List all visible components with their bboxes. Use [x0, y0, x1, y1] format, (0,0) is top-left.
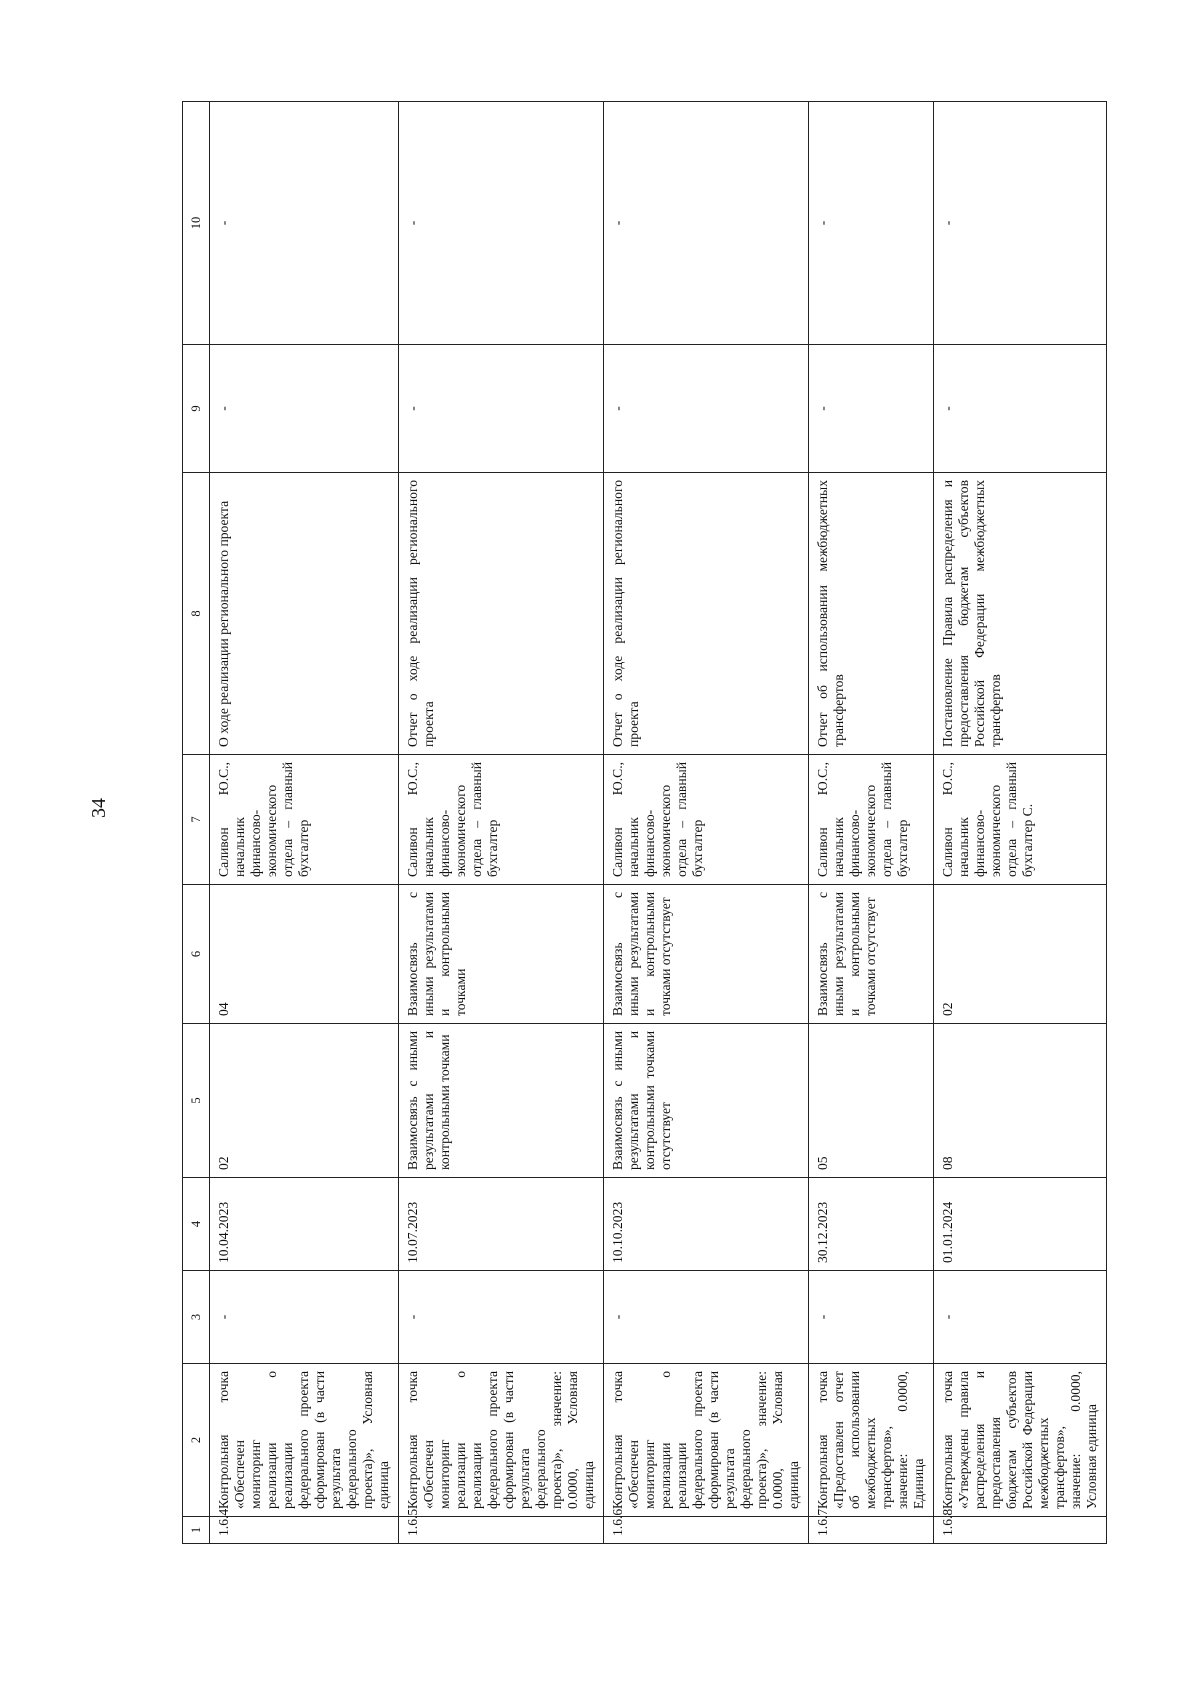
- cell-date: 01.01.2024: [934, 1178, 1107, 1271]
- cell-col-10: -: [210, 102, 399, 345]
- cell-document: Отчет о ходе реализации регионального проекта: [604, 473, 809, 755]
- cell-number: 1.6.8: [934, 1517, 1107, 1544]
- cell-date: 10.07.2023: [399, 1178, 604, 1271]
- header-col-4: 4: [183, 1178, 210, 1271]
- table-row: [604, 102, 809, 1544]
- cell-col-10: -: [604, 102, 809, 345]
- cell-responsible: Саливон Ю.С., начальник финансово-экономического отдела – главный бухгалтер С.: [934, 755, 1107, 885]
- cell-control-point: Контрольная точка «Предоставлен отчет об использовании межбюджетных трансфертов», значение: 0.0000, Единица: [809, 1364, 934, 1517]
- cell-col-9: -: [809, 345, 934, 473]
- cell-col-10: -: [934, 102, 1107, 345]
- cell-responsible: Саливон Ю.С., начальник финансово-экономического отдела – главный бухгалтер: [604, 755, 809, 885]
- cell-col-10: -: [399, 102, 604, 345]
- cell-date: 30.12.2023: [809, 1178, 934, 1271]
- cell-responsible: Саливон Ю.С., начальник финансово-экономического отдела – главный бухгалтер: [210, 755, 399, 885]
- cell-date: 10.10.2023: [604, 1178, 809, 1271]
- cell-control-point: Контрольная точка «Обеспечен мониторинг реализации о реализации федерального проекта сформирован (в части результата федерального проекта)», значение: 0.0000, Условная единица: [399, 1364, 604, 1517]
- cell-document: Постановление Правила распределения и предоставления бюджетам субъектов Российской Федерации межбюджетных трансфертов: [934, 473, 1107, 755]
- table-row: [809, 102, 934, 1544]
- cell-col-5: 05: [809, 1024, 934, 1178]
- cell-col-6: Взаимосвязь с иными результатами и контрольными точками: [399, 885, 604, 1024]
- header-col-7: 7: [183, 755, 210, 885]
- table-row: [210, 102, 399, 1544]
- header-col-10: 10: [183, 102, 210, 345]
- header-col-1: 1: [183, 1517, 210, 1544]
- rotated-table-container: [182, 102, 1099, 1544]
- header-col-3: 3: [183, 1271, 210, 1364]
- cell-col-9: -: [399, 345, 604, 473]
- cell-col-6: 04: [210, 885, 399, 1024]
- cell-number: 1.6.7: [809, 1517, 934, 1544]
- cell-number: 1.6.4: [210, 1517, 399, 1544]
- cell-control-point: Контрольная точка «Обеспечен мониторинг реализации о реализации федерального проекта сформирован (в части результата федерального проекта)», значение: 0.0000, Условная единица: [604, 1364, 809, 1517]
- header-col-8: 8: [183, 473, 210, 755]
- cell-col-6: Взаимосвязь с иными результатами и контрольными точками отсутствует: [604, 885, 809, 1024]
- cell-document: Отчет о ходе реализации регионального проекта: [399, 473, 604, 755]
- cell-col-5: Взаимосвязь с иными результатами и контрольными точками отсутствует: [604, 1024, 809, 1178]
- cell-responsible: Саливон Ю.С., начальник финансово-экономического отдела – главный бухгалтер: [399, 755, 604, 885]
- cell-date: 10.04.2023: [210, 1178, 399, 1271]
- cell-document: О ходе реализации регионального проекта: [210, 473, 399, 755]
- cell-col-5: 02: [210, 1024, 399, 1178]
- header-col-6: 6: [183, 885, 210, 1024]
- cell-col-3: -: [934, 1271, 1107, 1364]
- cell-number: 1.6.5: [399, 1517, 604, 1544]
- cell-number: 1.6.6: [604, 1517, 809, 1544]
- cell-col-9: -: [934, 345, 1107, 473]
- cell-col-3: -: [604, 1271, 809, 1364]
- cell-col-9: -: [604, 345, 809, 473]
- cell-control-point: Контрольная точка «Обеспечен мониторинг реализации о реализации федерального проекта сформирован (в части результата федерального проекта)», Условная единица: [210, 1364, 399, 1517]
- header-col-5: 5: [183, 1024, 210, 1178]
- cell-col-9: -: [210, 345, 399, 473]
- header-row: [183, 102, 210, 1544]
- cell-col-5: 08: [934, 1024, 1107, 1178]
- cell-col-3: -: [210, 1271, 399, 1364]
- cell-responsible: Саливон Ю.С., начальник финансово-экономического отдела – главный бухгалтер: [809, 755, 934, 885]
- cell-col-6: 02: [934, 885, 1107, 1024]
- header-col-2: 2: [183, 1364, 210, 1517]
- control-points-table: [182, 101, 1107, 1544]
- cell-col-10: -: [809, 102, 934, 345]
- page-number: 34: [87, 798, 110, 818]
- header-col-9: 9: [183, 345, 210, 473]
- table-row: [934, 102, 1107, 1544]
- cell-col-3: -: [809, 1271, 934, 1364]
- cell-document: Отчет об использовании межбюджетных трансфертов: [809, 473, 934, 755]
- cell-col-5: Взаимосвязь с иными результатами и контрольными точками: [399, 1024, 604, 1178]
- cell-col-3: -: [399, 1271, 604, 1364]
- cell-control-point: Контрольная точка «Утверждены правила распределения и предоставления бюджетам субъектов Российской Федерации межбюджетных трансфертов», значение: 0.0000, Условная единица: [934, 1364, 1107, 1517]
- cell-col-6: Взаимосвязь с иными результатами и контрольными точками отсутствует: [809, 885, 934, 1024]
- table-row: [399, 102, 604, 1544]
